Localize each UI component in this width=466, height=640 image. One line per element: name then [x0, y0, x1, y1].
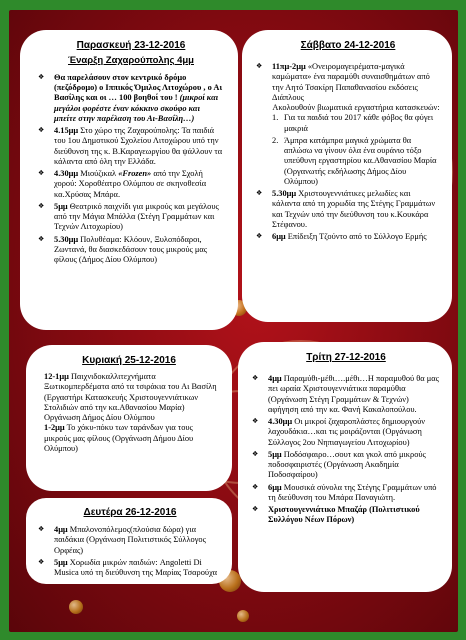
list-item: ❖ 4.30μμ Μιούζικαλ «Frozen» από την Σχολή χορού: Χοροθέατρο Ολύμπου σε σκηνοθεσία κα.Χρύσας Μπάρα. — [38, 169, 224, 200]
event-time: 5μμ — [268, 449, 282, 459]
list-item: 2. Άμπρα κατάμπρα μαγικά χρώματα θα απλώσω να γίνουν όλα ένα ουράνιο τόξο υπεύθυνη εργαστηρίου κα.Αθανασίου Μαρία (Οργανωτής εκδήλωσης Δήμος Δίου Ολύμπου) — [272, 135, 437, 186]
tuesday-card — [238, 342, 452, 592]
friday-events — [38, 73, 224, 266]
event-time: 4.15μμ — [54, 126, 79, 136]
list-item: 1. Για τα παιδιά του 2017 κάθε φόβος θα φύγει μακριά — [272, 113, 434, 133]
musical-title: «Frozen» — [118, 169, 152, 179]
event-time: 4.30μμ — [268, 417, 293, 427]
list-item: ❖ 4.30μμ Οι μικροί ζαχαροπλάστες δημιουργούν λαχουδάκια…και τις μοιράζονται (Οργάνωση Σύλλογος 2ου Νηπιαγωγείου Λιτοχωρίου) — [252, 417, 440, 448]
workshops-intro: Ακολουθούν βιωματικά εργαστήρια κατασκευών: — [272, 103, 440, 113]
list-item: ❖ 5μμ Ποδόσφαιρο…σουτ και γκολ από μικρούς ποδοσφαιριστές (Οργάνωση Ακαδημία Ποδοσφαίρου) — [252, 450, 440, 481]
friday-subtitle: Έναρξη Ζαχαρούπολης 4μμ — [68, 55, 194, 67]
ornament-ball — [237, 610, 249, 622]
list-item: ❖ 5.30μμ Πολυθέαμα: Κλόουν, Ξυλοπόδαροι, Ζωντανά, θα διασκεδάσουν τους μικρούς μας φίλους (Δήμος Δίου Ολύμπου) — [38, 235, 224, 266]
list-item: ❖ 5.30μμ Χριστουγεννιάτικες μελωδίες και κάλαντα από τη χορωδία της Στέγης Γραμμάτων και Τεχνών υπό την διεύθυνση του κ.Κουκάρα Στέφανου. — [256, 189, 440, 230]
monday-title: Δευτέρα 26-12-2016 — [83, 507, 177, 518]
event-time: 5.30μμ — [54, 234, 79, 244]
list-item: ❖ Θα παρελάσουν στον κεντρικό δρόμο (πεζόδρομο) ο Ιππικός Όμιλος Λιτοχώρου , ο Αι Βασίλης και οι … 100 βοηθοί του ! (μικροί και μεγάλοι φορέστε έναν κόκκινο σκούφο και μπείτε στην παρέλαση του Αι-Βασίλη…) — [38, 73, 224, 124]
list-item: 1-2μμ Το χόκυ-πόκυ των ταράνδων για τους μικρούς μας φίλους (Οργάνωση Δήμου Δίου Ολύμπου) — [44, 423, 194, 453]
event-time: 4μμ — [268, 374, 282, 384]
event-time: 5μμ — [54, 557, 68, 567]
list-item: ❖ 4μμ Μπαλονοπόλεμος(πλούσια δώρα) για παιδάκια (Οργάνωση Πολιτιστικός Σύλλογος Ορφέας) — [38, 525, 222, 556]
list-item: ❖ 5μμ Θεατρικό παιχνίδι για μικρούς και μεγάλους από την Μάγια Μπάλλα (Στέγη Γραμμάτων και Τεχνών Λιτοχωρίου) — [38, 202, 224, 233]
list-item: ❖ 5μμ Χορωδία μικρών παιδιών: Angoletti Di Musica υπό τη διεύθυνση της Μαρίας Τσαρούχα — [38, 558, 222, 579]
workshop-list — [272, 113, 440, 187]
event-time: 4.30μμ — [54, 169, 79, 179]
tuesday-events — [252, 374, 440, 526]
friday-card — [20, 30, 238, 330]
list-item: ❖ 4.15μμ Στο χώρο της Ζαχαρούπολης: Τα παιδιά του 1ου Δημοτικού Σχολείου Λιτοχώρου υπό την διεύθυνση της κ. Β.Καραγεωργίου θα ψάλλουν τα κάλαντα από όλη την Ελλάδα. — [38, 126, 224, 167]
list-item: ❖ 4μμ Παραμύθι-μέθι….μέθι…Η παραμυθού θα μας πει ωραία Χριστουγεννιάτικα παραμύθια (Οργάνωση Στέγη Γραμμάτων & Τεχνών) αφήγηση από την κα. Φανή Κακαλοπούλου. — [252, 374, 440, 415]
saturday-card — [242, 30, 452, 322]
tuesday-title: Τρίτη 27-12-2016 — [306, 352, 386, 363]
monday-events — [38, 525, 222, 578]
monday-card — [26, 498, 232, 584]
friday-title: Παρασκευή 23-12-2016 — [76, 40, 186, 51]
event-time: 5.30μμ — [272, 189, 297, 199]
event-time: 6μμ — [268, 482, 282, 492]
ornament-ball — [69, 600, 83, 614]
list-item: ❖ 6μμ Μουσικά σύνολα της Στέγης Γραμμάτων υπό τη διεύθυνση του Μπάρα Παναγιώτη. — [252, 483, 440, 504]
event-time: 1-2μμ — [44, 423, 65, 433]
event-time: 11πμ-2μμ — [272, 62, 306, 72]
event-organizer: Οργάνωση Δήμος Δίου Ολύμπου — [44, 413, 155, 423]
event-time: 12-1μμ — [44, 372, 69, 382]
event-time: 5μμ — [54, 201, 68, 211]
list-item: 12-1μμ Παιχνιδοκαλλιτεχνήματα Ξωτικομπερδέματα από τα τσιράκια του Αι Βασίλη (Εργαστήρι Κατασκευής Χριστουγεννιάτικων Στολιδιών από την κα.Αθανασίου Μαρία) — [44, 372, 217, 412]
event-time: 4μμ — [54, 525, 68, 535]
list-item: ❖ Χριστουγεννιάτικο Μπαζάρ (Πολιτιστικού Συλλόγου Νέων Πόρων) — [252, 505, 440, 526]
sunday-title: Κυριακή 25-12-2016 — [82, 355, 176, 366]
list-item: ❖ 11πμ-2μμ «Ονειρομαγειρέματα-μαγικά καμώματα» ένα παραμύθι συναισθημάτων από την Αητό Τσακίρη Παπαθανασίου εκδόσεις Διάπλους Ακολουθούν βιωματικά εργαστήρια κατασκευών: 1. Για τα παιδιά του 2017 κάθε φόβος θα φύγει μακριά 2. Άμπρα κατάμπρα μαγικά χρώματα θα απλώσω να γίνουν όλα ένα ουράνιο τόξο υπεύθυνη εργαστηρίου κα.Αθανασίου Μαρία (Οργανωτής εκδήλωσης Δήμος Δίου Ολύμπου) — [256, 62, 440, 187]
list-item: ❖ 6μμ Επίδειξη Τζούντο από το Σύλλογο Ερμής — [256, 232, 440, 242]
saturday-title: Σάββατο 24-12-2016 — [300, 40, 396, 51]
event-note: (μικροί και μεγάλοι φορέστε έναν κόκκινο σκούφο και μπείτε στην παρέλαση του Αι-Βασίλη…) — [54, 93, 219, 123]
sunday-events — [38, 372, 220, 454]
event-time: 6μμ — [272, 232, 286, 242]
sunday-card — [26, 345, 232, 491]
saturday-events — [256, 62, 440, 242]
